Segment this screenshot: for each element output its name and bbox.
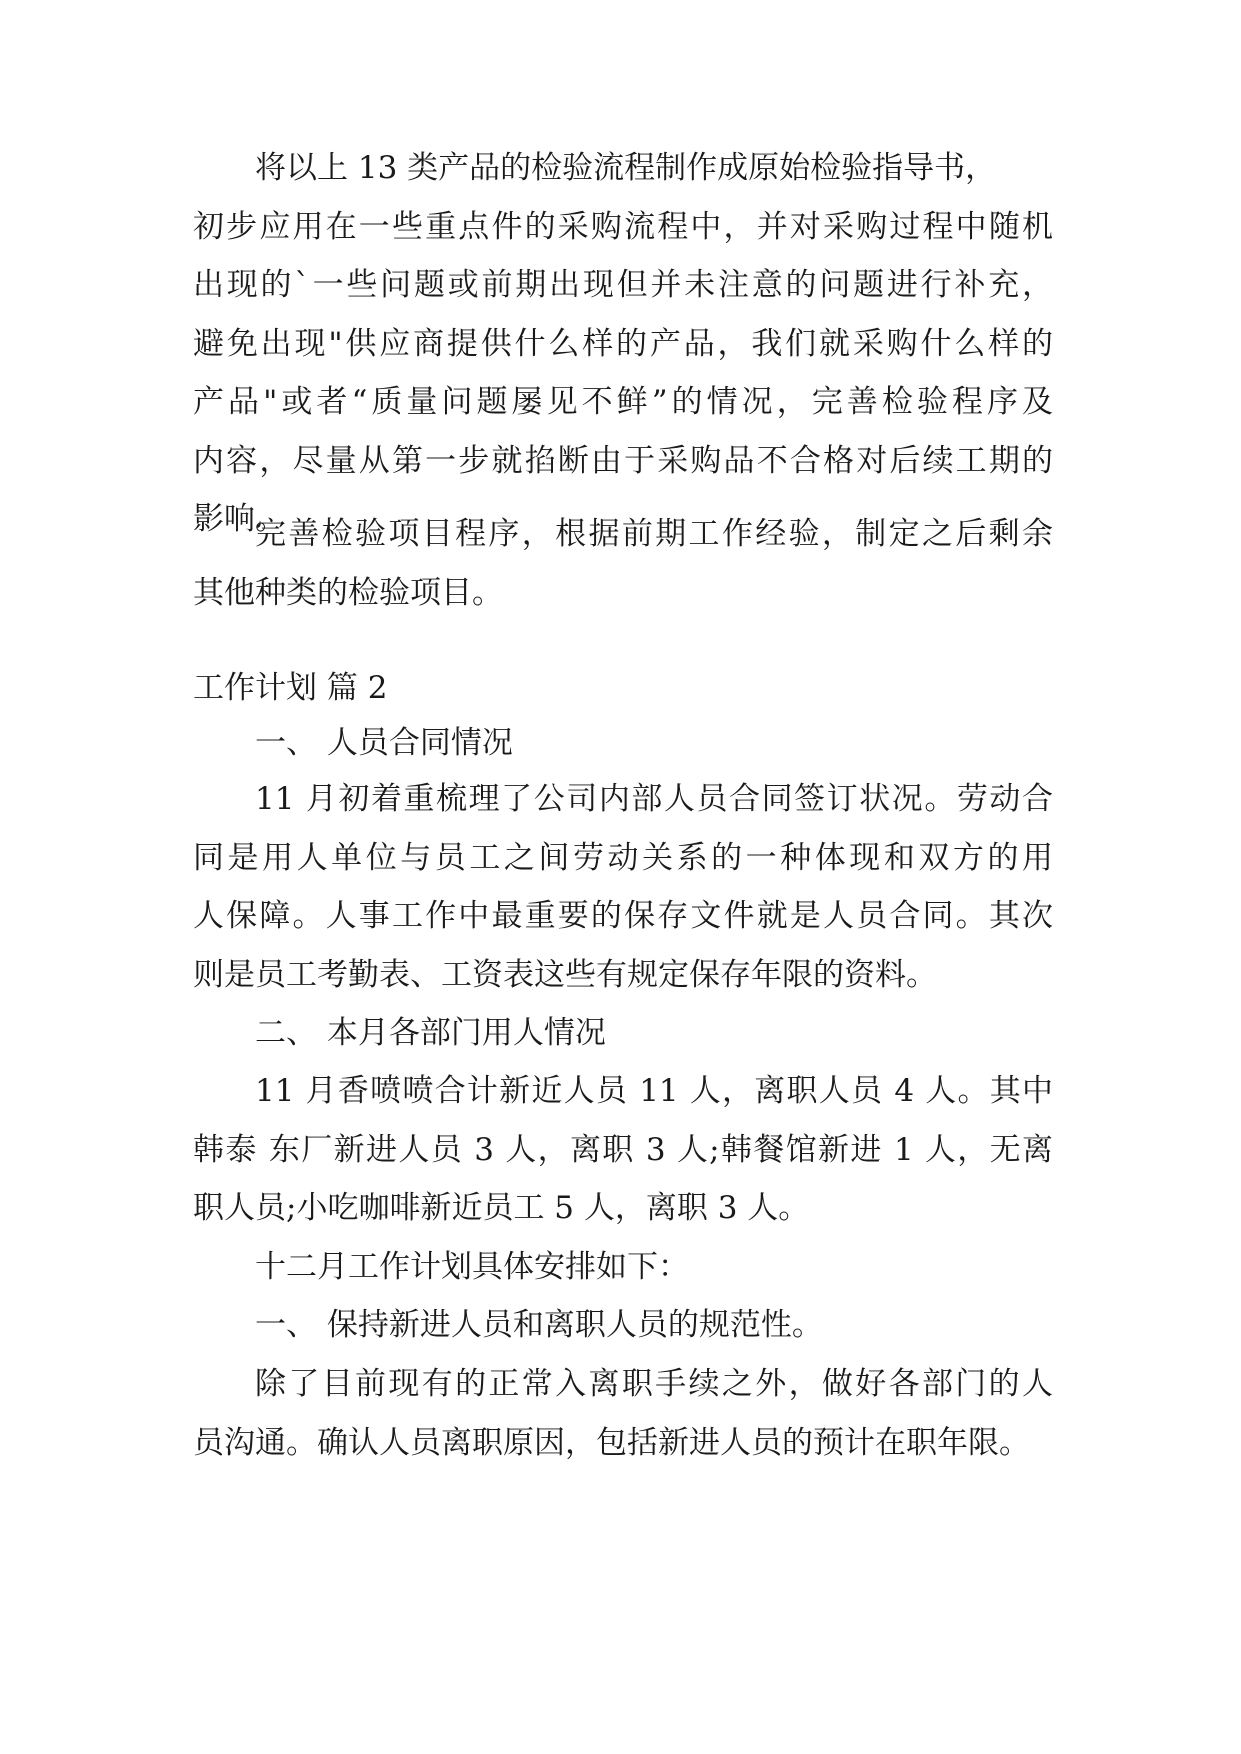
text-line: 员沟通。确认人员离职原因，包括新进人员的预计在职年限。 [193,1424,1030,1461]
text-line: 一、 人员合同情况 [255,725,513,761]
text-line: 职人员;小吃咖啡新近员工 5 人，离职 3 人。 [193,1190,810,1226]
section-heading: 工作计划 篇 2 [193,670,388,706]
paragraph-december-plan [193,1238,1053,1297]
text-line: 同是用人单位与员工之间劳动关系的一种体现和双方的用 [193,839,1053,876]
paragraph-communication [193,1355,1053,1472]
text-line: 完善检验项目程序，根据前期工作经验，制定之后剩余 [255,516,1053,552]
text-line: 一、 保持新进人员和离职人员的规范性。 [255,1307,823,1343]
text-line: 将以上 13 类产品的检验流程制作成原始检验指导书， [255,150,997,186]
text-line: 则是员工考勤表、工资表这些有规定保存年限的资料。 [193,956,937,993]
subheading-staffing [193,1004,1053,1063]
text-line: 避免出现"供应商提供什么样的产品，我们就采购什么样的 [193,325,1053,362]
text-line: 其他种类的检验项目。 [193,574,503,611]
text-line: 初步应用在一些重点件的采购流程中，并对采购过程中随机 [193,208,1053,245]
text-line: 影响。 [193,501,286,537]
text-line: 人保障。人事工作中最重要的保存文件就是人员合同。其次 [193,898,1053,934]
subheading-standardize [193,1296,1053,1355]
text-line: 11 月香喷喷合计新近人员 11 人，离职人员 4 人。其中 [255,1073,1053,1109]
text-line: 产品"或者“质量问题屡见不鲜”的情况，完善检验程序及 [193,384,1053,420]
paragraph-inspection-guide [193,139,1053,549]
paragraph-contracts [193,770,1053,1004]
text-line: 11 月初着重梳理了公司内部人员合同签订状况。劳动合 [255,781,1053,817]
text-line: 除了目前现有的正常入离职手续之外，做好各部门的人 [255,1366,1053,1402]
text-line: 十二月工作计划具体安排如下： [255,1249,689,1285]
paragraph-staffing [193,1062,1053,1238]
text-line: 韩泰 东厂新进人员 3 人，离职 3 人;韩餐馆新进 1 人，无离 [193,1131,1053,1168]
paragraph-inspection-items [193,505,1053,622]
subheading-contracts [193,714,1053,773]
text-line: 二、 本月各部门用人情况 [255,1015,606,1051]
text-line: 内容，尽量从第一步就掐断由于采购品不合格对后续工期的 [193,442,1053,479]
text-line: 出现的`一些问题或前期出现但并未注意的问题进行补充， [193,267,1053,303]
